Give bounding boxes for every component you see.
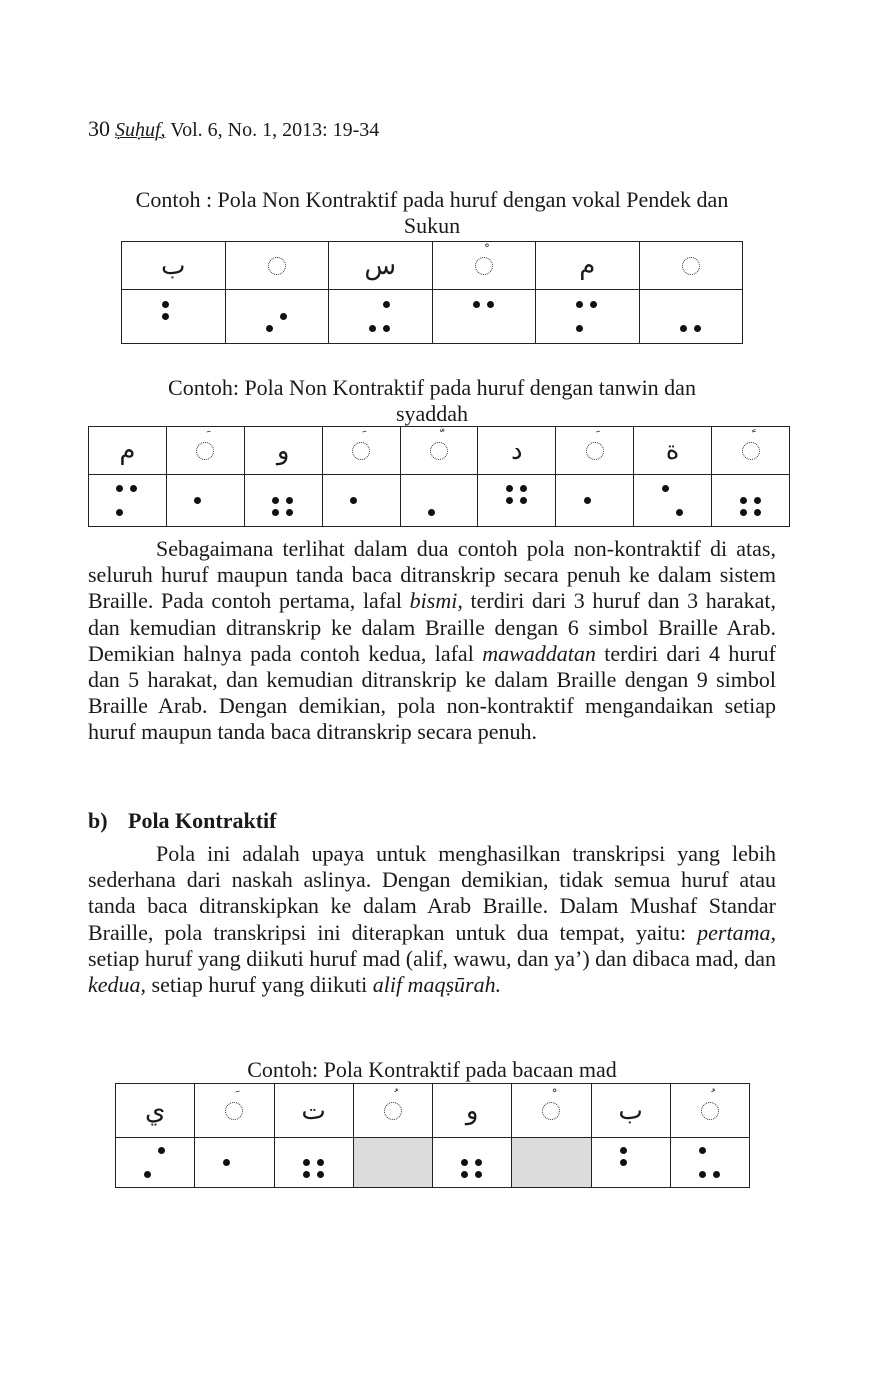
- braille-symbol: [301, 1145, 327, 1181]
- text: Pola ini adalah upaya untuk menghasilkan transkripsi yang lebih sederhana dari naskah aslinya. Dengan demikian, tidak semua huruf atau tanda baca ditranskipkan ke dalam Arab Braille. Dalam Mushaf Standar Braille, pola transkripsi ini diterapkan untuk dua tempat, yaitu:: [88, 841, 776, 945]
- braille-symbol: [114, 483, 140, 519]
- braille-row: [122, 290, 743, 344]
- italic-term: alif maqṣūrah.: [372, 972, 502, 998]
- braille-dot: [369, 325, 376, 332]
- braille-table-1: [121, 241, 743, 344]
- arabic-letter: د: [511, 435, 523, 466]
- braille-symbol: [264, 299, 290, 335]
- arabic-letter: ب: [618, 1095, 643, 1126]
- braille-dot: [740, 497, 747, 504]
- braille-symbol: [426, 483, 452, 519]
- braille-symbol: [697, 1145, 723, 1181]
- braille-dot: [620, 1159, 627, 1166]
- braille-symbol: [160, 299, 186, 335]
- braille-dot: [506, 497, 513, 504]
- arabic-cell: [712, 427, 790, 475]
- braille-cell: [432, 290, 536, 344]
- arabic-cell: [353, 1084, 432, 1138]
- braille-dot: [487, 301, 494, 308]
- arabic-cell: [322, 427, 400, 475]
- braille-symbol: [582, 483, 608, 519]
- caption-line: Contoh: Pola Kontraktif pada bacaan mad: [247, 1057, 617, 1082]
- arabic-cell: [400, 427, 478, 475]
- braille-cell: [400, 475, 478, 527]
- braille-symbol: [678, 299, 704, 335]
- braille-cell: [195, 1138, 274, 1188]
- arabic-cell: [244, 427, 322, 475]
- braille-dot: [286, 509, 293, 516]
- braille-symbol: [538, 1145, 564, 1181]
- braille-table-3: [115, 1083, 750, 1188]
- braille-cell: [478, 475, 556, 527]
- braille-dot: [272, 509, 279, 516]
- dotted-circle-icon: [542, 1102, 560, 1120]
- braille-dot: [317, 1171, 324, 1178]
- example1-caption: [88, 187, 776, 239]
- dotted-circle-icon: [225, 1102, 243, 1120]
- braille-symbol: [221, 1145, 247, 1181]
- braille-dot: [162, 313, 169, 320]
- arabic-cell: [670, 1084, 749, 1138]
- arabic-cell: [274, 1084, 353, 1138]
- braille-dot: [754, 509, 761, 516]
- example2-caption: [88, 375, 776, 427]
- braille-symbol: [348, 483, 374, 519]
- arabic-letter: ت: [301, 1095, 326, 1126]
- arabic-row: [89, 427, 790, 475]
- braille-row: [89, 475, 790, 527]
- braille-dot: [116, 485, 123, 492]
- arabic-letter: ب: [161, 250, 186, 281]
- braille-symbol: [142, 1145, 168, 1181]
- braille-table-2: [88, 426, 790, 527]
- braille-dot: [383, 301, 390, 308]
- braille-cell: [712, 475, 790, 527]
- braille-dot: [303, 1171, 310, 1178]
- braille-dot: [144, 1171, 151, 1178]
- braille-dot: [699, 1171, 706, 1178]
- braille-dot: [473, 301, 480, 308]
- braille-symbol: [270, 483, 296, 519]
- braille-cell: [122, 290, 226, 344]
- arabic-cell: [89, 427, 167, 475]
- braille-symbol: [574, 299, 600, 335]
- braille-dot: [676, 509, 683, 516]
- braille-symbol: [367, 299, 393, 335]
- dotted-circle-icon: [682, 257, 700, 275]
- dotted-circle-icon: [268, 257, 286, 275]
- braille-cell: [244, 475, 322, 527]
- braille-cell: [556, 475, 634, 527]
- braille-dot: [506, 485, 513, 492]
- journal-name: Ṣuḥuf,: [115, 119, 166, 141]
- braille-cell: [536, 290, 640, 344]
- braille-row: [116, 1138, 750, 1188]
- braille-dot: [130, 485, 137, 492]
- braille-symbol: [660, 483, 686, 519]
- paragraph-2: [88, 841, 776, 998]
- dotted-circle-icon: [586, 442, 604, 460]
- braille-cell: [116, 1138, 195, 1188]
- arabic-letter: و: [465, 1095, 479, 1126]
- arabic-cell: [433, 1084, 512, 1138]
- arabic-row: [122, 242, 743, 290]
- braille-symbol: [459, 1145, 485, 1181]
- braille-dot: [286, 497, 293, 504]
- braille-dot: [699, 1147, 706, 1154]
- arabic-row: [116, 1084, 750, 1138]
- arabic-letter: و: [276, 435, 290, 466]
- arabic-cell: [512, 1084, 591, 1138]
- braille-cell: [166, 475, 244, 527]
- braille-symbol: [504, 483, 530, 519]
- braille-symbol: [192, 483, 218, 519]
- braille-dot: [317, 1159, 324, 1166]
- braille-dot: [303, 1159, 310, 1166]
- arabic-cell: [116, 1084, 195, 1138]
- section-title: Pola Kontraktif: [128, 808, 277, 833]
- arabic-cell: [166, 427, 244, 475]
- section-heading: [88, 808, 277, 834]
- braille-dot: [584, 497, 591, 504]
- dotted-circle-icon: [742, 442, 760, 460]
- braille-cell: [433, 1138, 512, 1188]
- arabic-cell: [478, 427, 556, 475]
- braille-dot: [266, 325, 273, 332]
- caption-line: Contoh : Pola Non Kontraktif pada huruf dengan vokal Pendek dan: [135, 187, 729, 212]
- braille-dot: [158, 1147, 165, 1154]
- braille-cell: [274, 1138, 353, 1188]
- dotted-circle-icon: [475, 257, 493, 275]
- text: terdiri dari 3 huruf dan 3 harakat, dan kemudian ditranskrip ke dalam Braille dengan 6 simbol Braille Arab. Demikian halnya pada contoh kedua, lafal: [88, 588, 776, 666]
- dotted-circle-icon: [384, 1102, 402, 1120]
- braille-dot: [116, 509, 123, 516]
- braille-dot: [350, 497, 357, 504]
- arabic-letter: ي: [144, 1095, 166, 1126]
- paragraph-1: [88, 536, 776, 746]
- dotted-circle-icon: [430, 442, 448, 460]
- braille-dot: [272, 497, 279, 504]
- italic-term: bismi,: [409, 588, 463, 614]
- braille-dot: [280, 313, 287, 320]
- braille-dot: [223, 1159, 230, 1166]
- arabic-cell: [556, 427, 634, 475]
- arabic-letter: س: [364, 250, 397, 281]
- braille-cell: [89, 475, 167, 527]
- arabic-cell: [122, 242, 226, 290]
- arabic-letter: م: [579, 250, 596, 281]
- arabic-cell: [634, 427, 712, 475]
- braille-dot: [576, 301, 583, 308]
- braille-dot: [754, 497, 761, 504]
- braille-dot: [520, 485, 527, 492]
- braille-dot: [428, 509, 435, 516]
- braille-dot: [162, 301, 169, 308]
- arabic-cell: [195, 1084, 274, 1138]
- dotted-circle-icon: [352, 442, 370, 460]
- arabic-letter: ة: [665, 435, 680, 466]
- braille-cell: [322, 475, 400, 527]
- italic-term: mawaddatan: [482, 640, 596, 666]
- text: setiap huruf yang diikuti huruf mad (alif, wawu, dan ya’) dan dibaca mad, dan: [88, 945, 776, 971]
- braille-dot: [694, 325, 701, 332]
- arabic-letter: م: [119, 435, 136, 466]
- braille-cell: [639, 290, 743, 344]
- italic-term: pertama,: [697, 919, 776, 945]
- italic-term: kedua,: [88, 972, 147, 998]
- braille-dot: [194, 497, 201, 504]
- braille-dot: [475, 1159, 482, 1166]
- arabic-cell: [225, 242, 329, 290]
- dotted-circle-icon: [701, 1102, 719, 1120]
- arabic-cell: [432, 242, 536, 290]
- caption-line: Sukun: [403, 213, 461, 238]
- braille-dot: [475, 1171, 482, 1178]
- braille-dot: [383, 325, 390, 332]
- braille-cell: [353, 1138, 432, 1188]
- arabic-cell: [591, 1084, 670, 1138]
- braille-cell: [670, 1138, 749, 1188]
- braille-symbol: [471, 299, 497, 335]
- braille-dot: [713, 1171, 720, 1178]
- caption-line: Contoh: Pola Non Kontraktif pada huruf dengan tanwin dan: [168, 375, 696, 400]
- citation: Vol. 6, No. 1, 2013: 19-34: [170, 119, 380, 141]
- page-number: 30: [88, 116, 110, 141]
- braille-symbol: [738, 483, 764, 519]
- caption-line: syaddah: [395, 401, 469, 426]
- braille-dot: [461, 1171, 468, 1178]
- braille-cell: [591, 1138, 670, 1188]
- text: terdiri dari 4 huruf dan 5 harakat, dan kemudian ditranskrip ke dalam Braille dengan 9 simbol Braille Arab. Dengan demikian, pola non-kontraktif mengandaikan setiap huruf maupun tanda baca ditranskrip secara penuh.: [88, 640, 776, 745]
- dotted-circle-icon: [196, 442, 214, 460]
- example3-caption: [88, 1057, 776, 1083]
- braille-dot: [520, 497, 527, 504]
- braille-cell: [634, 475, 712, 527]
- running-header: [88, 116, 379, 142]
- text: setiap huruf yang diikuti: [146, 972, 373, 998]
- braille-dot: [740, 509, 747, 516]
- braille-dot: [620, 1147, 627, 1154]
- braille-dot: [680, 325, 687, 332]
- arabic-cell: [329, 242, 433, 290]
- arabic-cell: [639, 242, 743, 290]
- braille-dot: [590, 301, 597, 308]
- arabic-cell: [536, 242, 640, 290]
- braille-cell: [225, 290, 329, 344]
- text: Sebagaimana terlihat dalam dua contoh pola non-kontraktif di atas, seluruh huruf maupun tanda baca ditranskrip secara penuh ke dalam sistem Braille. Pada contoh pertama, lafal: [88, 536, 776, 614]
- braille-dot: [662, 485, 669, 492]
- braille-cell: [329, 290, 433, 344]
- braille-symbol: [618, 1145, 644, 1181]
- braille-symbol: [380, 1145, 406, 1181]
- braille-dot: [461, 1159, 468, 1166]
- braille-cell: [512, 1138, 591, 1188]
- braille-dot: [576, 325, 583, 332]
- section-label: b): [88, 808, 108, 833]
